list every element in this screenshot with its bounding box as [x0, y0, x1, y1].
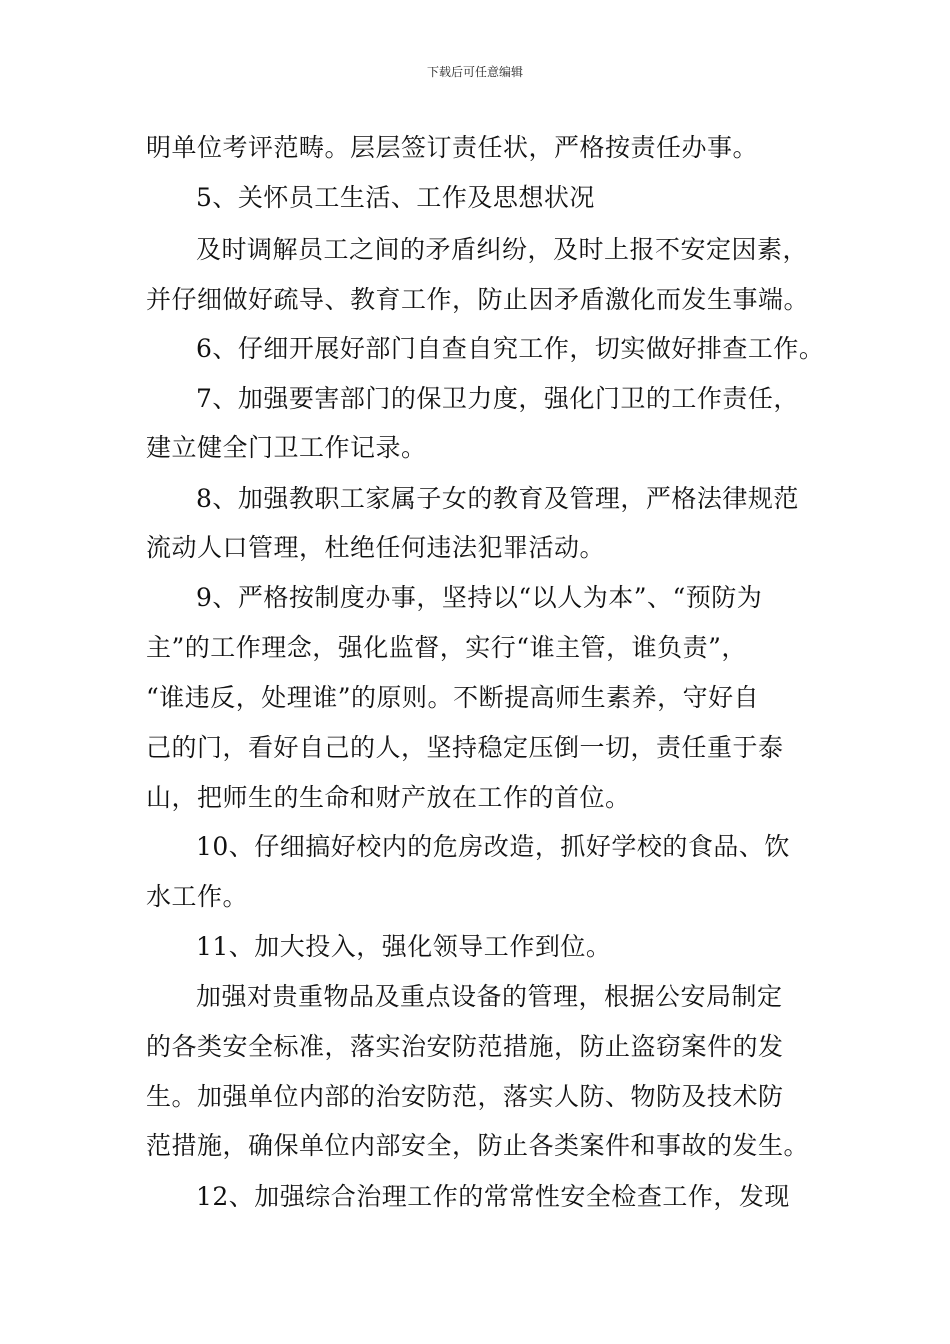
- text-line: 范措施，确保单位内部安全，防止各类案件和事故的发生。: [146, 1131, 810, 1160]
- text-line: 10、仔细搞好校内的危房改造，抓好学校的食品、饮: [196, 832, 790, 861]
- text-line: 5、关怀员工生活、工作及思想状况: [196, 183, 595, 212]
- text-line: 山，把师生的生命和财产放在工作的首位。: [146, 783, 631, 812]
- text-line: 并仔细做好疏导、教育工作，防止因矛盾激化而发生事端。: [146, 285, 810, 314]
- text-line: 8、加强教职工家属子女的教育及管理，严格法律规范: [196, 484, 799, 513]
- text-line: 11、加大投入，强化领导工作到位。: [196, 932, 612, 961]
- text-line: 主”的工作理念，强化监督，实行“谁主管，谁负责”，: [146, 633, 747, 662]
- text-line: 7、加强要害部门的保卫力度，强化门卫的工作责任，: [196, 384, 799, 413]
- text-line: “谁违反，处理谁”的原则。不断提高师生素养，守好自: [146, 683, 760, 712]
- text-line: 建立健全门卫工作记录。: [146, 433, 427, 462]
- text-line: 的各类安全标准，落实治安防范措施，防止盗窃案件的发: [146, 1032, 784, 1061]
- text-line: 流动人口管理，杜绝任何违法犯罪活动。: [146, 533, 606, 562]
- text-line: 及时调解员工之间的矛盾纠纷，及时上报不安定因素，: [196, 235, 809, 264]
- page-header-note: 下载后可任意编辑: [426, 65, 523, 79]
- text-line: 9、严格按制度办事，坚持以“以人为本”、“预防为: [196, 583, 763, 612]
- text-line: 水工作。: [146, 882, 249, 911]
- text-line: 12、加强综合治理工作的常常性安全检查工作，发现: [196, 1182, 790, 1211]
- text-line: 6、仔细开展好部门自查自究工作，切实做好排查工作。: [196, 334, 825, 363]
- text-line: 加强对贵重物品及重点设备的管理，根据公安局制定: [196, 982, 783, 1011]
- text-line: 明单位考评范畴。层层签订责任状，严格按责任办事。: [146, 133, 759, 162]
- text-line: 生。加强单位内部的治安防范，落实人防、物防及技术防: [146, 1082, 784, 1111]
- text-line: 己的门，看好自己的人，坚持稳定压倒一切，责任重于泰: [146, 733, 784, 762]
